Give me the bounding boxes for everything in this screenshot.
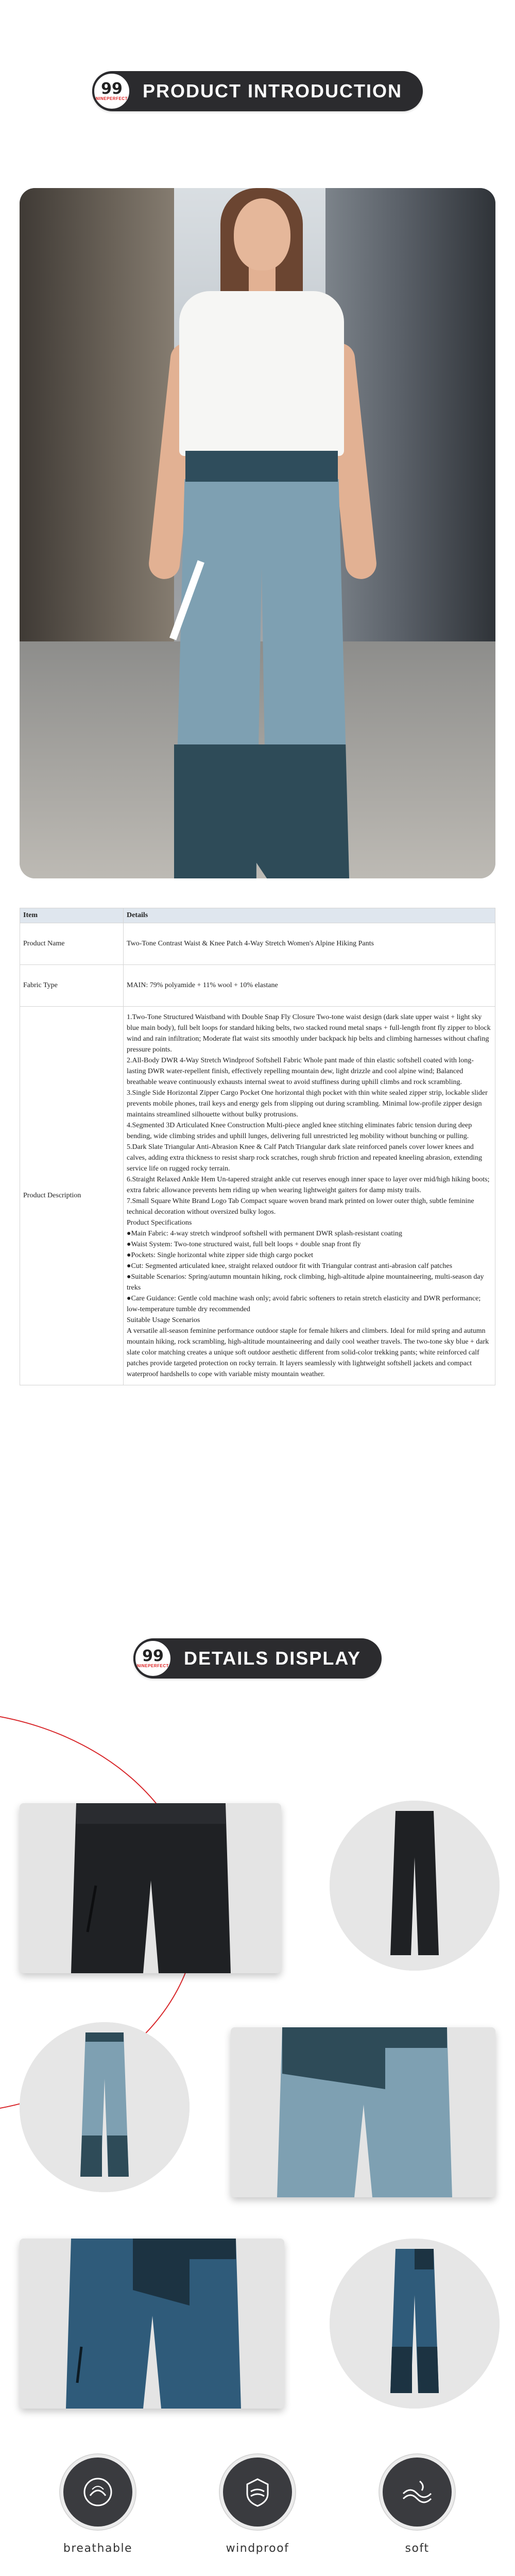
header-item: Item [20, 908, 124, 923]
description-line: ●Care Guidance: Gentle cold machine wash only; avoid fabric softeners to retain stretch elasticity and DWR performance; low-temperature tumble dry recommended [127, 1295, 481, 1313]
description-line: ●Pockets: Single horizontal white zipper side thigh cargo pocket [127, 1251, 314, 1259]
product-spec-table [20, 908, 495, 1385]
detail-card-navy-closeup [20, 2239, 284, 2409]
logo-number: 99 [142, 1647, 164, 1665]
logo-number: 99 [101, 79, 123, 98]
detail-card-black-closeup [20, 1803, 281, 1973]
description-line: ●Cut: Segmented articulated knee, straight relaxed outdoor fit with Triangular contrast anti-abrasion calf patches [127, 1262, 453, 1270]
fabric-type-value: MAIN: 79% polyamide + 11% wool + 10% elastane [124, 965, 495, 1007]
detail-circle-navy-full [330, 2239, 500, 2409]
table-row [20, 923, 495, 965]
detail-card-blue-closeup [231, 2027, 495, 2197]
intro-title: PRODUCT INTRODUCTION [143, 80, 402, 101]
product-description-value [124, 1007, 495, 1385]
table-header-row [20, 908, 495, 923]
detail-circle-black-full [330, 1801, 500, 1971]
breathable-icon [63, 2458, 132, 2527]
description-line: 5.Dark Slate Triangular Anti-Abrasion Knee & Calf Patch Triangular dark slate reinforced panels cover lower knees and calves, adding extra thickness to resist sharp rock scratches, rough shrub friction and repeated kneeling abrasion, extending service life on rugged rocky terrain. [127, 1143, 483, 1173]
description-line: 2.All-Body DWR 4-Way Stretch Windproof Softshell Fabric Whole pant made of thin elastic softshell coated with long-lasting DWR water-repellent finish, effectively repelling mountain dew, light drizzle and cool alpine wind; Balanced breathable weave continuously exhausts internal sweat to avoid stuffiness during uphill climbs and rock scrambling. [127, 1057, 474, 1086]
feature-label: windproof [226, 2542, 289, 2555]
feature-label: soft [405, 2542, 430, 2555]
navy-pant-full-graphic [330, 2239, 500, 2409]
description-line: 1.Two-Tone Structured Waistband with Double Snap Fly Closure Two-tone waist design (dark slate upper waist + light sky blue main body), full belt loops for standard hiking belts, two stacked round metal snaps + full-length front fly zipper to block wind and rain infiltration; Moderate flat waist sits smoothly under backpack hip belts and climbing harnesses without chafing pressure points. [127, 1013, 491, 1054]
description-line: ●Suitable Scenarios: Spring/autumn mountain hiking, rock climbing, high-altitude alpine mountaineering, multi-season day treks [127, 1273, 484, 1292]
description-line: ●Waist System: Two-tone structured waist, full belt loops + double snap front fly [127, 1241, 361, 1248]
description-line: ●Main Fabric: 4-way stretch windproof softshell with permanent DWR splash-resistant coating [127, 1230, 402, 1238]
description-line: 3.Single Side Horizontal Zipper Cargo Pocket One horizontal thigh pocket with thin white sealed zipper strip, lockable slider prevents mobile phones, trail keys and energy gels from slipping out during scrambling. Minimal low-profile zipper design maintains streamlined silhouette without bulky protrusions. [127, 1089, 488, 1118]
table-row [20, 965, 495, 1007]
description-line: 7.Small Square White Brand Logo Tab Compact square woven brand mark printed on lower outer thigh, subtle feminine technical decoration without oversized bulky logos. [127, 1197, 474, 1216]
feature-soft [371, 2458, 464, 2555]
feature-breathable [52, 2458, 144, 2555]
fabric-type-label: Fabric Type [20, 965, 124, 1007]
description-line: Product Specifications [127, 1219, 192, 1227]
blue-pant-full-graphic [20, 2022, 190, 2192]
hero-model-photo [20, 188, 495, 878]
header-details: Details [124, 908, 495, 923]
product-name-value: Two-Tone Contrast Waist & Knee Patch 4-Way Stretch Women's Alpine Hiking Pants [124, 923, 495, 965]
soft-icon [383, 2458, 452, 2527]
windproof-icon [223, 2458, 292, 2527]
table-row [20, 1007, 495, 1385]
logo-text: NINEPERFECT [136, 1663, 169, 1668]
brand-logo [133, 1639, 173, 1678]
blue-pant-closeup-graphic [231, 2027, 495, 2197]
detail-circle-blue-full [20, 2022, 190, 2192]
logo-text: NINEPERFECT [96, 96, 128, 101]
product-name-label: Product Name [20, 923, 124, 965]
description-line: 6.Straight Relaxed Ankle Hem Un-tapered straight ankle cut reserves enough inner space to layer over mid/high hiking boots; extra fabric allowance prevents hem riding up when wearing lightweight gaiters for damp misty trails. [127, 1176, 490, 1194]
section-header-intro [92, 71, 423, 111]
feature-windproof [211, 2458, 304, 2555]
brand-logo [92, 72, 131, 111]
section-header-details [133, 1638, 382, 1679]
details-title: DETAILS DISPLAY [183, 1648, 362, 1669]
product-description-label: Product Description [20, 1007, 124, 1385]
black-pant-closeup-graphic [20, 1803, 281, 1973]
description-line: 4.Segmented 3D Articulated Knee Construction Multi-piece angled knee stitching eliminates fabric tension during deep bending, wide climbing strides and uphill lunges, delivering full unrestricted leg mobility without bunching or pulling. [127, 1122, 472, 1140]
navy-pant-closeup-graphic [20, 2239, 284, 2409]
description-line: A versatile all-season feminine performance outdoor staple for female hikers and climbers. Ideal for mild spring and autumn mountain hiking, rock scrambling, high-altitude mountaineering and daily cool weather travels. The two-tone sky blue + dark slate color matching creates a unique soft outdoor aesthetic different from solid-color trekking pants; white reinforced calf patches provide targeted protection on rocky terrain. It layers seamlessly with lightweight softshell jackets and compact waterproof hardshells to cope with variable misty mountain weather. [127, 1327, 489, 1378]
description-paragraphs [127, 1012, 492, 1380]
feature-label: breathable [63, 2542, 133, 2555]
black-pant-full-graphic [330, 1801, 500, 1971]
description-line: Suitable Usage Scenarios [127, 1316, 200, 1324]
